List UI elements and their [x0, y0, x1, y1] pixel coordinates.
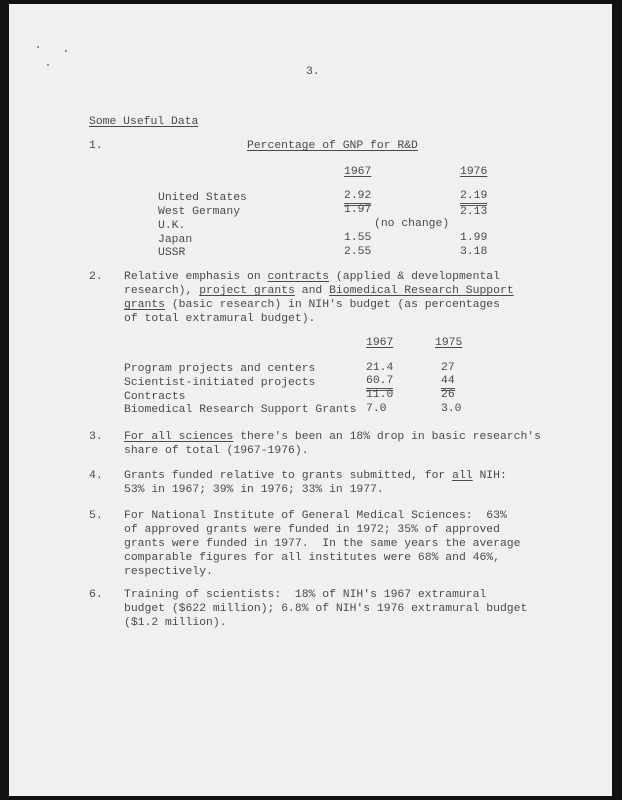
row-label: U.K. — [158, 220, 186, 232]
text: NIH: — [472, 470, 507, 482]
text-underlined: contracts — [267, 271, 330, 283]
item-number: 5. — [89, 510, 103, 522]
text: (applied & developmental — [329, 271, 500, 283]
item-number: 6. — [89, 589, 103, 601]
text: (basic research) in NIH's budget (as percentages — [165, 299, 500, 311]
paragraph-line: of total extramural budget). — [124, 313, 316, 325]
cell-value: 2.55 — [344, 246, 372, 258]
paragraph-line: 53% in 1967; 39% in 1976; 33% in 1977. — [124, 484, 384, 496]
row-label: Japan — [158, 234, 193, 246]
paragraph-line — [124, 284, 514, 298]
cell-value: 60.7 — [366, 375, 393, 391]
cell-value: 11.0 — [366, 389, 394, 401]
text: Grants funded relative to grants submitted, for — [124, 470, 453, 482]
paragraph-line: comparable figures for all institutes were 68% and 46%, — [124, 552, 500, 564]
cell-value: 1.99 — [460, 232, 488, 244]
column-header: 1976 — [460, 166, 488, 178]
column-header: 1967 — [366, 337, 394, 349]
paragraph-line — [124, 270, 500, 284]
cell-value: 2.92 — [344, 190, 371, 206]
text: Relative emphasis on — [124, 271, 268, 283]
paragraph-line: ($1.2 million). — [124, 617, 227, 629]
cell-value: 26 — [441, 389, 455, 401]
paragraph-line — [124, 469, 507, 483]
column-header: 1967 — [344, 166, 372, 178]
row-label: Program projects and centers — [124, 363, 316, 375]
row-label: West Germany — [158, 206, 241, 218]
paragraph-line: respectively. — [124, 566, 213, 578]
cell-value: 3.0 — [441, 403, 462, 415]
paragraph-line — [124, 298, 500, 312]
paragraph-line: For National Institute of General Medical Sciences: 63% — [124, 510, 507, 522]
table-title: Percentage of GNP for R&D — [247, 140, 418, 152]
row-label: United States — [158, 192, 247, 204]
text-underlined: grants — [124, 299, 166, 311]
page-number: 3. — [306, 66, 320, 78]
column-header: 1975 — [435, 337, 463, 349]
item-number: 1. — [89, 140, 103, 152]
text-underlined: For all sciences — [124, 431, 234, 443]
speck — [37, 46, 39, 48]
paragraph-line: budget ($622 million); 6.8% of NIH's 1976 extramural budget — [124, 603, 528, 615]
cell-value: 21.4 — [366, 362, 394, 374]
cell-value: 2.13 — [460, 206, 488, 218]
cell-value: 1.97 — [344, 204, 372, 216]
paragraph-line — [124, 430, 541, 444]
row-label: Scientist-initiated projects — [124, 377, 316, 389]
text: and — [294, 285, 330, 297]
section-title: Some Useful Data — [89, 116, 199, 128]
speck — [65, 50, 67, 52]
item-number: 4. — [89, 470, 103, 482]
paragraph-line: of approved grants were funded in 1972; 35% of approved — [124, 524, 500, 536]
speck — [47, 64, 49, 66]
text: there's been an 18% drop in basic research's — [233, 431, 541, 443]
cell-value: 7.0 — [366, 403, 387, 415]
text-underlined: project grants — [199, 285, 295, 297]
text: research), — [124, 285, 200, 297]
cell-value: 3.18 — [460, 246, 488, 258]
item-number: 3. — [89, 431, 103, 443]
text-underlined: all — [452, 470, 473, 482]
cell-value: 44 — [441, 375, 455, 391]
cell-note: (no change) — [374, 218, 450, 230]
paragraph-line: grants were funded in 1977. In the same years the average — [124, 538, 521, 550]
cell-value: 1.55 — [344, 232, 372, 244]
paragraph-line: share of total (1967-1976). — [124, 445, 309, 457]
row-label: Contracts — [124, 391, 186, 403]
item-number: 2. — [89, 271, 103, 283]
cell-value: 2.19 — [460, 190, 487, 206]
row-label: Biomedical Research Support Grants — [124, 404, 357, 416]
paragraph-line: Training of scientists: 18% of NIH's 1967 extramural — [124, 589, 487, 601]
cell-value: 27 — [441, 362, 455, 374]
row-label: USSR — [158, 247, 186, 259]
text-underlined: Biomedical Research Support — [329, 285, 514, 297]
